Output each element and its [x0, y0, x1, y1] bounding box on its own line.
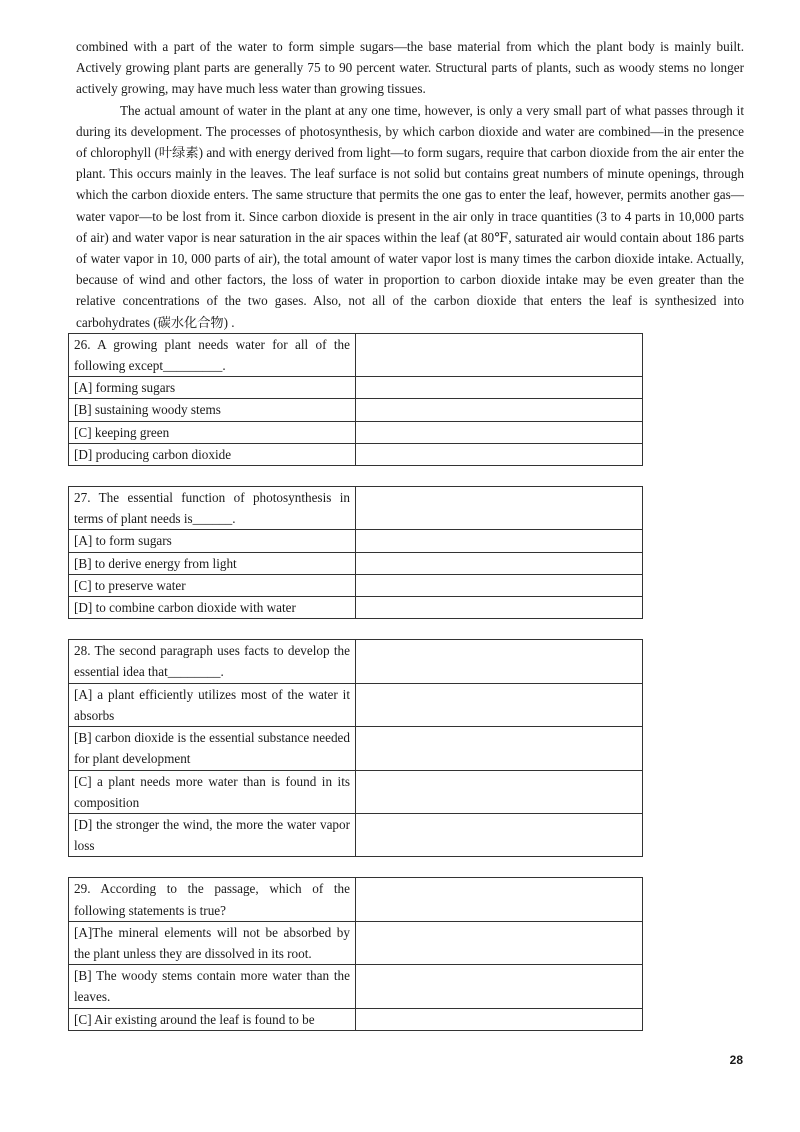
answer-cell[interactable]: [356, 333, 643, 376]
answer-cell[interactable]: [356, 878, 643, 921]
option-a: [A] forming sugars: [69, 377, 356, 399]
answer-cell[interactable]: [356, 574, 643, 596]
option-d: [D] producing carbon dioxide: [69, 443, 356, 465]
option-b: [B] to derive energy from light: [69, 552, 356, 574]
page-number: 28: [729, 1053, 743, 1067]
question-table-29: [68, 877, 643, 1030]
answer-cell[interactable]: [356, 727, 643, 770]
answer-cell[interactable]: [356, 813, 643, 856]
option-b: [B] The woody stems contain more water than the leaves.: [69, 965, 356, 1008]
answer-cell[interactable]: [356, 443, 643, 465]
answer-cell[interactable]: [356, 530, 643, 552]
option-a: [A]The mineral elements will not be absorbed by the plant unless they are dissolved in its root.: [69, 921, 356, 964]
answer-cell[interactable]: [356, 487, 643, 530]
option-d: [D] to combine carbon dioxide with water: [69, 597, 356, 619]
question-stem: 28. The second paragraph uses facts to develop the essential idea that________.: [69, 640, 356, 683]
question-stem: 26. A growing plant needs water for all of the following except_________.: [69, 333, 356, 376]
question-table-26: [68, 333, 643, 466]
answer-cell[interactable]: [356, 421, 643, 443]
option-a: [A] to form sugars: [69, 530, 356, 552]
answer-cell[interactable]: [356, 640, 643, 683]
question-table-27: [68, 486, 643, 619]
option-c: [C] Air existing around the leaf is found to be: [69, 1008, 356, 1030]
question-stem: 29. According to the passage, which of the following statements is true?: [69, 878, 356, 921]
answer-cell[interactable]: [356, 683, 643, 726]
page: [76, 36, 744, 1031]
answer-cell[interactable]: [356, 1008, 643, 1030]
option-d: [D] the stronger the wind, the more the water vapor loss: [69, 813, 356, 856]
answer-cell[interactable]: [356, 552, 643, 574]
reading-passage: [76, 36, 744, 333]
answer-cell[interactable]: [356, 399, 643, 421]
answer-cell[interactable]: [356, 377, 643, 399]
option-b: [B] carbon dioxide is the essential substance needed for plant development: [69, 727, 356, 770]
answer-cell[interactable]: [356, 965, 643, 1008]
answer-cell[interactable]: [356, 921, 643, 964]
question-table-28: [68, 639, 643, 857]
option-c: [C] to preserve water: [69, 574, 356, 596]
option-a: [A] a plant efficiently utilizes most of the water it absorbs: [69, 683, 356, 726]
option-b: [B] sustaining woody stems: [69, 399, 356, 421]
option-c: [C] keeping green: [69, 421, 356, 443]
option-c: [C] a plant needs more water than is found in its composition: [69, 770, 356, 813]
question-stem: 27. The essential function of photosynthesis in terms of plant needs is______.: [69, 487, 356, 530]
answer-cell[interactable]: [356, 597, 643, 619]
answer-cell[interactable]: [356, 770, 643, 813]
passage-paragraph-2: The actual amount of water in the plant at any one time, however, is only a very small part of what passes through it during its development. The processes of photosynthesis, by which carbon dioxide and water are combined—in the presence of chlorophyll (叶绿素) and with energy derived from light—to form sugars, require that carbon dioxide from the air enter the plant. This occurs mainly in the leaves. The leaf surface is not solid but contains great numbers of minute openings, through which the carbon dioxide enters. The same structure that permits the one gas to enter the leaf, however, permits another gas—water vapor—to be lost from it. Since carbon dioxide is present in the air only in trace quantities (3 to 4 parts in 10,000 parts of air) and water vapor is near saturation in the air spaces within the leaf (at 80℉, saturated air would contain about 186 parts of water vapor in 10, 000 parts of air), the total amount of water vapor lost is many times the carbon dioxide intake. Actually, because of wind and other factors, the loss of water in proportion to carbon dioxide intake may be even greater than the relative concentrations of the two gases. Also, not all of the carbon dioxide that enters the leaf is synthesized into carbohydrates (碳水化合物) .: [76, 102, 744, 330]
passage-paragraph-1: combined with a part of the water to form simple sugars—the base material from which the plant body is mainly built. Actively growing plant parts are generally 75 to 90 percent water. Structural parts of plants, such as woody stems no longer actively growing, may have much less water than growing tissues.: [76, 39, 744, 97]
